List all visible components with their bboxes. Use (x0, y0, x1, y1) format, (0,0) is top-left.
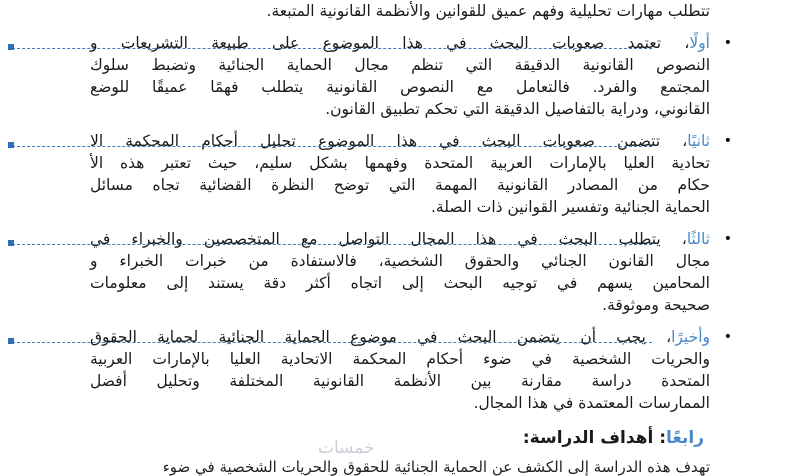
paragraph-3-lead: ثالثًا (686, 230, 710, 248)
paragraph-1-line-3: المجتمع والفرد. فالتعامل مع النصوص القانونية يتطلب فهمًا عميقًا للوضع (90, 78, 710, 96)
partial-bottom-line: تهدف هذه الدراسة إلى الكشف عن الحماية الجنائية للحقوق والحريات الشخصية في ضوء (162, 458, 710, 476)
tracking-line (12, 146, 652, 147)
bullet-icon: • (723, 329, 732, 345)
paragraph-1-line-4: القانوني، ودراية بالتفاصيل الدقيقة التي تحكم تطبيق القانون. (325, 100, 710, 118)
section-heading (523, 428, 704, 448)
bullet-icon: • (723, 133, 732, 149)
paragraph-2-lead: ثانيًا (687, 132, 710, 150)
paragraph-2-line-1: • ثانيًا، تتضمن صعوبات البحث في هذا الموضوع تحليل أحكام المحكمة الا (90, 132, 732, 150)
paragraph-1-line-1: • أولًا، تعتمد صعوبات البحث في هذا الموضوع على طبيعة التشريعات و (90, 34, 732, 52)
paragraph-4-line-3: المتحدة دراسة مقارنة بين الأنظمة القانونية المختلفة وتحليل أفضل (90, 372, 710, 390)
edit-marker (8, 338, 14, 344)
paragraph-3-line-3: المحامين يسهم في توجيه البحث إلى اتجاه أكثر دقة يستند إلى معلومات (90, 274, 710, 292)
paragraph-4-line-4: الممارسات المعتمدة في هذا المجال. (473, 394, 710, 412)
paragraph-4-lead: وأخيرًا (671, 328, 710, 346)
paragraph-3-line-1: • ثالثًا، يتطلب البحث في هذا المجال التواصل مع المتخصصين والخبراء في (90, 230, 732, 248)
tracking-line (12, 244, 652, 245)
paragraph-3-line-4: صحيحة وموثوقة. (602, 296, 710, 314)
edit-marker (8, 240, 14, 246)
paragraph-1-line-2: النصوص القانونية الدقيقة التي تنظم مجال الحماية الجنائية وتضبط سلوك (90, 56, 710, 74)
paragraph-2-line-3: حكام من المصادر القانونية المهمة التي توضح النظرة القضائية تجاه مسائل (90, 176, 710, 194)
section-heading-text: : أهداف الدراسة: (522, 428, 667, 448)
section-heading-number: رابعًا (666, 428, 704, 448)
edit-marker (8, 142, 14, 148)
paragraph-4-line-1: • وأخيرًا، يجب أن يتضمن البحث في موضوع الحماية الجنائية لحماية الحقوق (90, 328, 732, 346)
edit-marker (8, 44, 14, 50)
paragraph-4-line-2: والحريات الشخصية في ضوء أحكام المحكمة الاتحادية العليا بالإمارات العربية (90, 350, 710, 368)
paragraph-2-line-2: تحادية العليا بالإمارات العربية المتحدة وفهمها بشكل سليم، حيث تعتبر هذه الأ (90, 154, 710, 172)
paragraph-1-lead: أولًا (689, 34, 710, 52)
tracking-line (12, 48, 652, 49)
watermark-logo: خمسات (318, 438, 375, 458)
paragraph-3-line-2: مجال القانون الجنائي والحقوق الشخصية، فالاستفادة من خبرات الخبراء و (90, 252, 710, 270)
bullet-icon: • (723, 231, 732, 247)
bullet-icon: • (723, 35, 732, 51)
intro-line: تتطلب مهارات تحليلية وفهم عميق للقوانين والأنظمة القانونية المتبعة. (266, 2, 710, 20)
paragraph-2-line-4: الحماية الجنائية وتفسير القوانين ذات الصلة. (430, 198, 710, 216)
tracking-line (12, 342, 652, 343)
